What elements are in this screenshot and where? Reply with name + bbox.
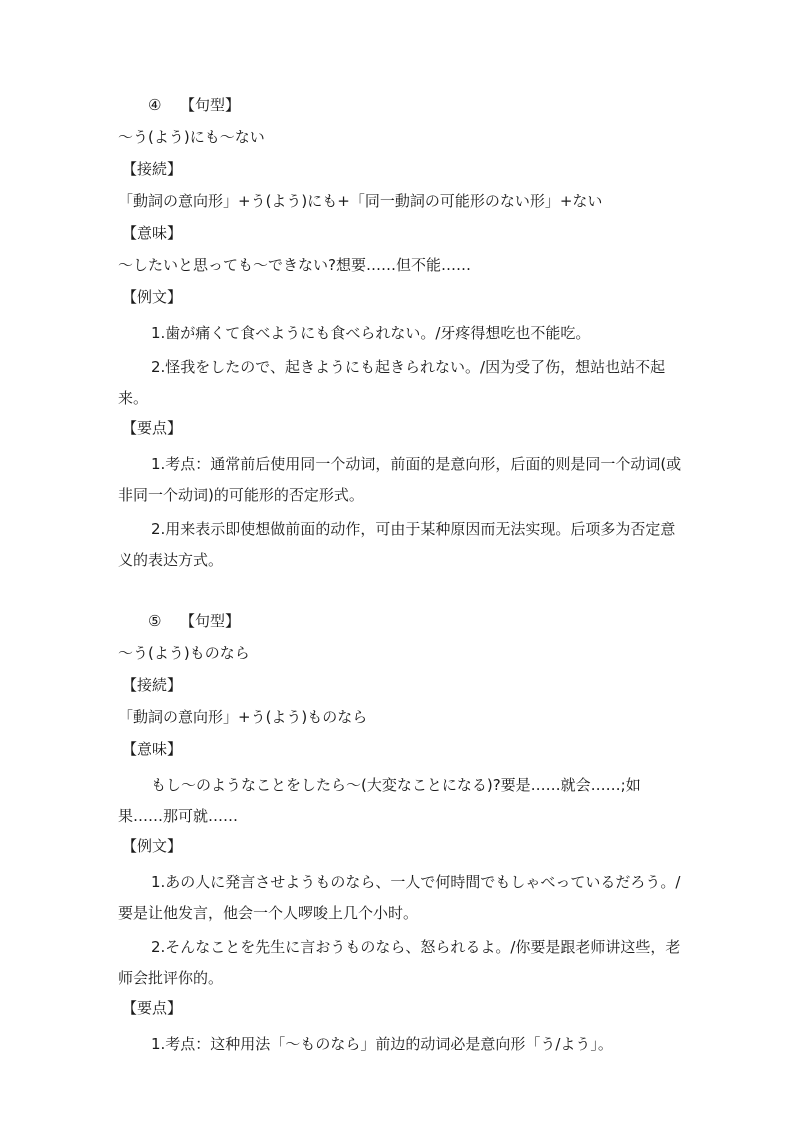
example-sentence: 2.そんなことを先生に言おうものなら、怒られるよ。/你要是跟老师讲这些，老师会批评你的。: [118, 938, 681, 987]
pattern-tag: 【句型】: [180, 96, 241, 114]
point-text: 1.考点：通常前后使用同一个动词，前面的是意向形，后面的则是同一个动词(或非同一个动词)的可能形的否定形式。: [118, 455, 682, 504]
meaning-text: もし～のようなことをしたら～(大変なことになる)?要是……就会……;如果……那可就……: [118, 776, 641, 825]
grammar-section-5: [118, 610, 682, 1060]
connection-text: 「動詞の意向形」+う(よう)にも+「同一動詞の可能形のない形」+ない: [118, 192, 603, 210]
examples-tag: 【例文】: [122, 288, 183, 306]
meaning-tag: 【意味】: [122, 224, 183, 242]
meaning-tag: 【意味】: [122, 740, 183, 758]
point-text: 1.考点：这种用法「～ものなら」前边的动词必是意向形「う/よう」。: [151, 1035, 613, 1053]
pattern-text: ～う(よう)ものなら: [118, 644, 250, 662]
points-tag: 【要点】: [122, 419, 183, 437]
examples-tag: 【例文】: [122, 837, 183, 855]
section-header: [118, 610, 682, 632]
section-header: [118, 94, 682, 116]
point-text: 2.用来表示即使想做前面的动作，可由于某种原因而无法实现。后项多为否定意义的表达方式。: [118, 520, 676, 569]
example-sentence: 1.歯が痛くて食べようにも食べられない。/牙疼得想吃也不能吃。: [151, 324, 591, 342]
points-tag: 【要点】: [122, 999, 183, 1017]
section-number: ⑤: [148, 612, 162, 630]
example-sentence: 2.怪我をしたので、起きようにも起きられない。/因为受了伤，想站也站不起来。: [118, 358, 666, 407]
example-sentence: 1.あの人に発言させようものなら、一人で何時間でもしゃべっているだろう。/要是让他发言，他会一个人啰唆上几个小时。: [118, 873, 681, 922]
connection-tag: 【接続】: [122, 676, 183, 694]
connection-text: 「動詞の意向形」+う(よう)ものなら: [118, 708, 368, 726]
grammar-section-4: [118, 94, 682, 576]
meaning-text: ～したいと思っても～できない?想要……但不能……: [118, 256, 471, 274]
pattern-tag: 【句型】: [180, 612, 241, 630]
pattern-text: ～う(よう)にも～ない: [118, 128, 265, 146]
connection-tag: 【接続】: [122, 160, 183, 178]
section-number: ④: [148, 96, 162, 114]
